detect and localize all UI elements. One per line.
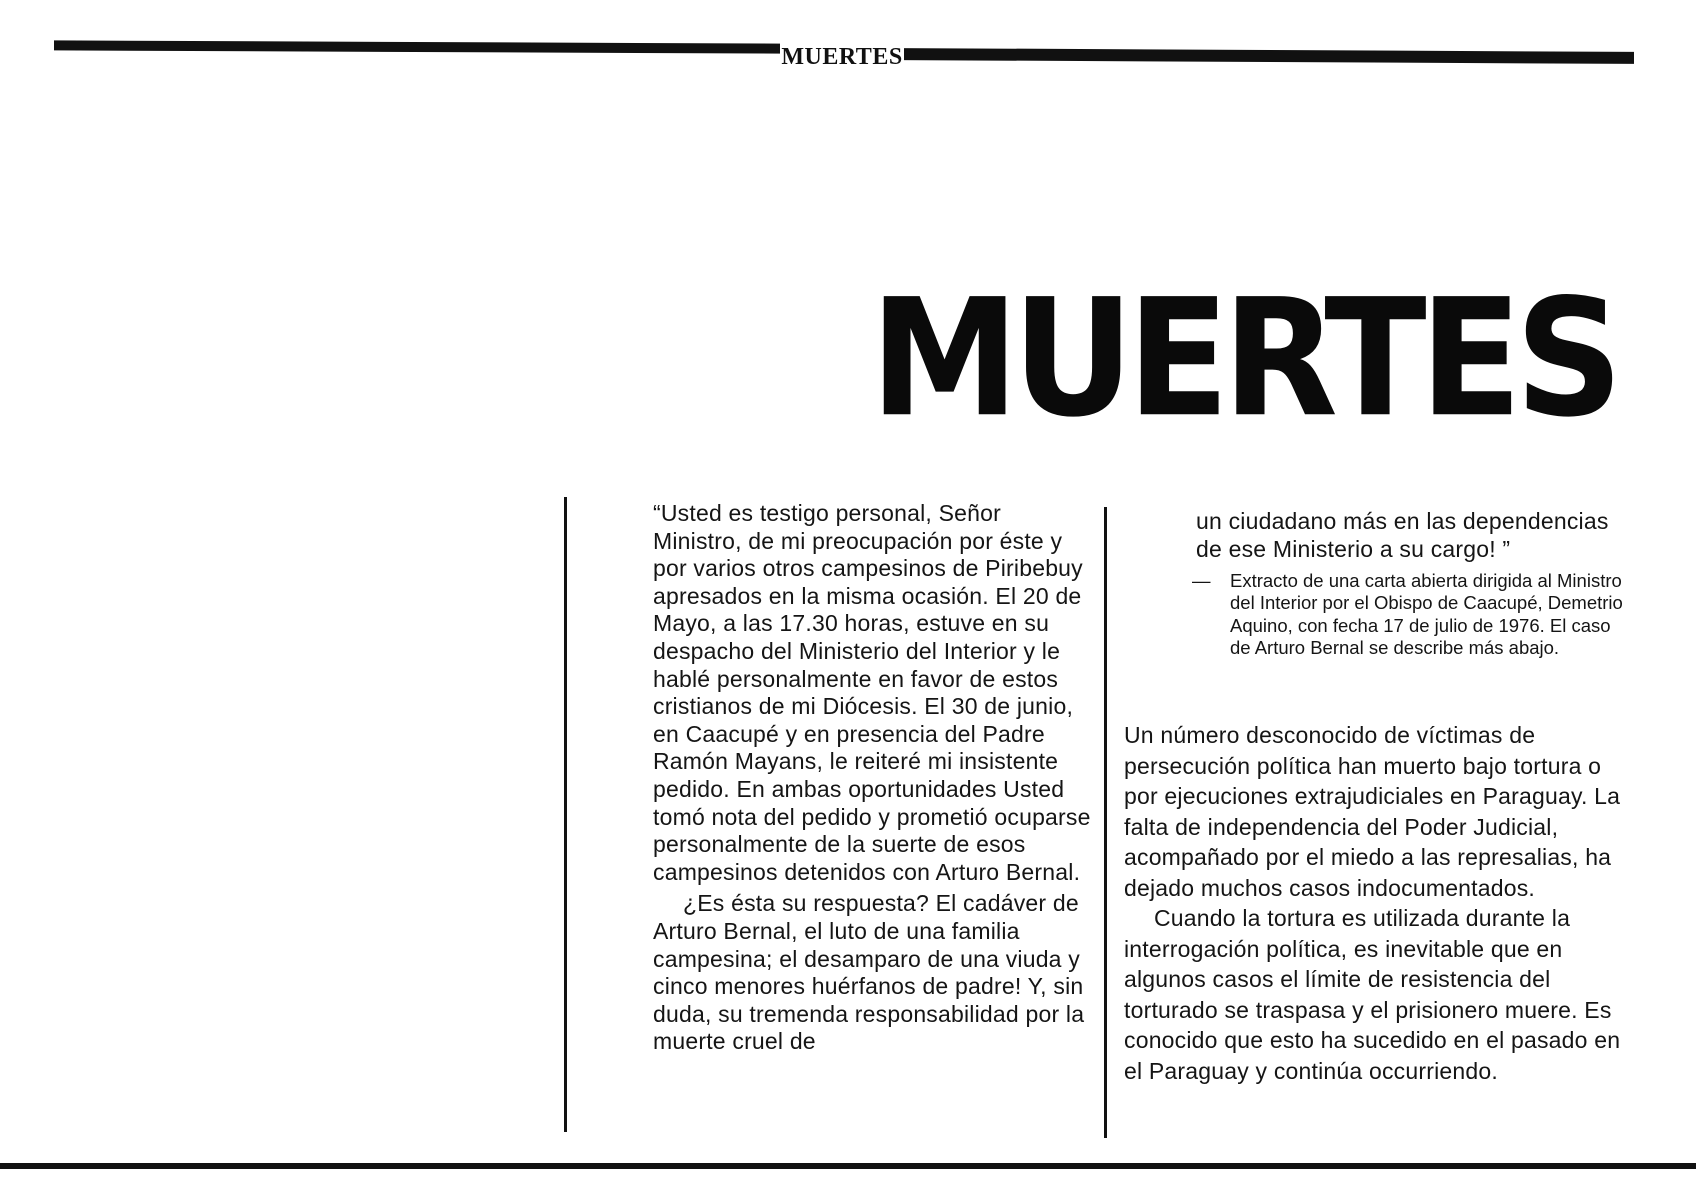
source-note: Extracto de una carta abierta dirigida al Ministro del Interior por el Obispo de Caacupé, Demetrio Aquino, con fecha 17 de julio de 1976. El caso de Arturo Bernal se describe más abajo.: [1230, 570, 1623, 658]
column-right: [1124, 720, 1634, 1086]
section-label: MUERTES: [780, 40, 904, 74]
column-rule-left: [564, 497, 567, 1132]
body-paragraph-1: Un número desconocido de víctimas de persecución política han muerto bajo tortura o por ejecuciones extrajudiciales en Paraguay. La falta de independencia del Poder Judicial, acompañado por el miedo a las represalias, ha dejado muchos casos indocumentados.: [1124, 722, 1621, 901]
body-paragraph-2: Cuando la tortura es utilizada durante la interrogación política, es inevitable que en algunos casos el límite de resistencia del torturado se traspasa y el prisionero muere. Es conocido que esto ha sucedido en el pasado en el Paraguay y continúa occurriendo.: [1124, 905, 1621, 1084]
column-rule-middle: [1104, 507, 1107, 1138]
source-dash: —: [1192, 570, 1211, 591]
column-left: [653, 500, 1093, 1056]
header-rule-right: [900, 48, 1634, 64]
header-rule-left: [54, 40, 784, 53]
bottom-rule: [0, 1163, 1696, 1169]
quote-continuation: un ciudadano más en las dependencias de ese Ministerio a su cargo! ”: [1196, 508, 1609, 562]
quote-paragraph-2: ¿Es ésta su respuesta? El cadáver de Arturo Bernal, el luto de una familia campesina; el desamparo de una viuda y cinco menores huérfanos de padre! Y, sin duda, su tremenda responsabilidad por la muerte cruel de: [653, 890, 1085, 1055]
page-title: MUERTES: [870, 265, 1617, 454]
quote-paragraph-1: “Usted es testigo personal, Señor Ministro, de mi preocupación por éste y por varios otros campesinos de Piribebuy apresados en la misma ocasión. El 20 de Mayo, a las 17.30 horas, estuve en su despacho del Ministerio del Interior y le hablé personalmente en favor de estos cristianos de mi Diócesis. El 30 de junio, en Caacupé y en presencia del Padre Ramón Mayans, le reiteré mi insistente pedido. En ambas oportunidades Usted tomó nota del pedido y prometió ocuparse personalmente de la suerte de esos campesinos detenidos con Arturo Bernal.: [653, 500, 1091, 885]
